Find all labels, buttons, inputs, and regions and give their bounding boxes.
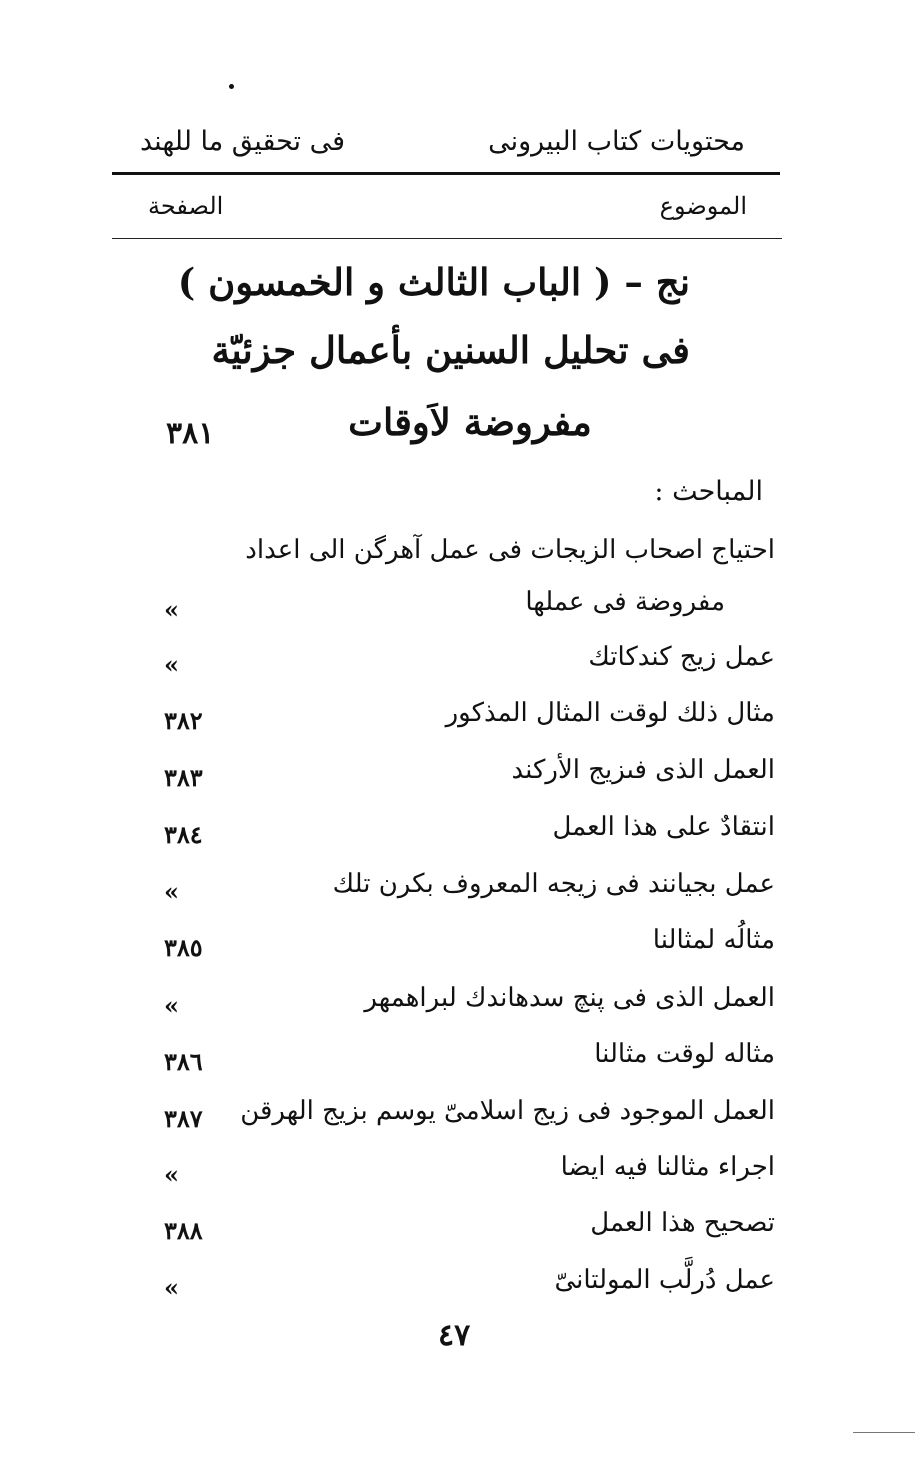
toc-entry (150, 1096, 775, 1146)
column-heading-page: الصفحة (148, 192, 224, 220)
scan-edge-mark (853, 1432, 915, 1433)
toc-topic: اجراء مثالنا فيه ايضا (560, 1152, 775, 1182)
toc-page: » (164, 1273, 179, 1302)
toc-topic: العمل الذى فىزيج الأركند (511, 755, 775, 785)
column-heading-subject: الموضوع (659, 192, 747, 220)
toc-topic: عمل بجيانند فى زيجه المعروف بكرن تلك (332, 869, 775, 899)
toc-entry (150, 869, 775, 919)
toc-page: ٣٨٦ (164, 1047, 203, 1076)
toc-page: » (164, 991, 179, 1020)
toc-topic: العمل الموجود فى زيج اسلامىّ يوسم بزيج الهرقن (240, 1096, 775, 1126)
toc-entry (150, 925, 775, 975)
toc-entry (150, 1208, 775, 1258)
folio-page-number: ٤٧ (438, 1318, 471, 1353)
toc-page: ٣٨٢ (164, 706, 203, 735)
header-rule-thick (112, 172, 780, 175)
toc-entry (150, 755, 775, 805)
chapter-page-number: ٣٨١ (166, 416, 215, 451)
toc-entry (150, 983, 775, 1033)
toc-topic: مثالُه لمثالنا (652, 925, 775, 955)
toc-page: ٣٨٨ (164, 1216, 203, 1245)
toc-entry (150, 698, 775, 748)
toc-topic: مثاله لوقت مثالنا (594, 1039, 775, 1069)
toc-entry (150, 1152, 775, 1202)
toc-page: ٣٨٥ (164, 933, 203, 962)
toc-page: ٣٨٣ (164, 763, 203, 792)
toc-page: » (164, 877, 179, 906)
toc-page: ٣٨٧ (164, 1104, 203, 1133)
running-title-left: فى تحقيق ما للهند (140, 126, 346, 157)
toc-entry (150, 1039, 775, 1089)
toc-topic: العمل الذى فى پنچ سدهاندك لبراهمهر (364, 983, 775, 1013)
toc-entry (150, 587, 775, 637)
chapter-title-line-2: فى تحليل السنين بأعمال جزئيّة (211, 328, 690, 372)
running-title-right: محتويات كتاب البيرونى (488, 126, 745, 157)
toc-topic: مثال ذلك لوقت المثال المذكور (445, 698, 775, 728)
chapter-title-line-1: نج – ( الباب الثالث و الخمسون ) (177, 260, 690, 304)
toc-topic: تصحيح هذا العمل (590, 1208, 775, 1238)
header-rule-thin (112, 238, 782, 239)
toc-topic: انتقادٌ على هذا العمل (552, 812, 775, 842)
toc-entry (150, 642, 775, 692)
chapter-title-line-3: مفروضة لاَوقات (348, 400, 592, 444)
ink-dot (229, 84, 234, 89)
toc-topic: مفروضة فى عملها (525, 587, 725, 617)
toc-page: » (164, 1160, 179, 1189)
toc-topic: عمل دُرلَّب المولتانىّ (554, 1265, 775, 1295)
toc-entry (150, 535, 775, 585)
toc-topic: احتياج اصحاب الزيجات فى عمل آهرگن الى اعداد (245, 535, 775, 565)
toc-entry (150, 812, 775, 862)
toc-entry (150, 1265, 775, 1315)
toc-topic: عمل زيج كندكاتك (588, 642, 775, 672)
topics-subheading: المباحث : (654, 476, 763, 507)
toc-page: » (164, 650, 179, 679)
toc-page: » (164, 595, 179, 624)
toc-page: ٣٨٤ (164, 820, 203, 849)
